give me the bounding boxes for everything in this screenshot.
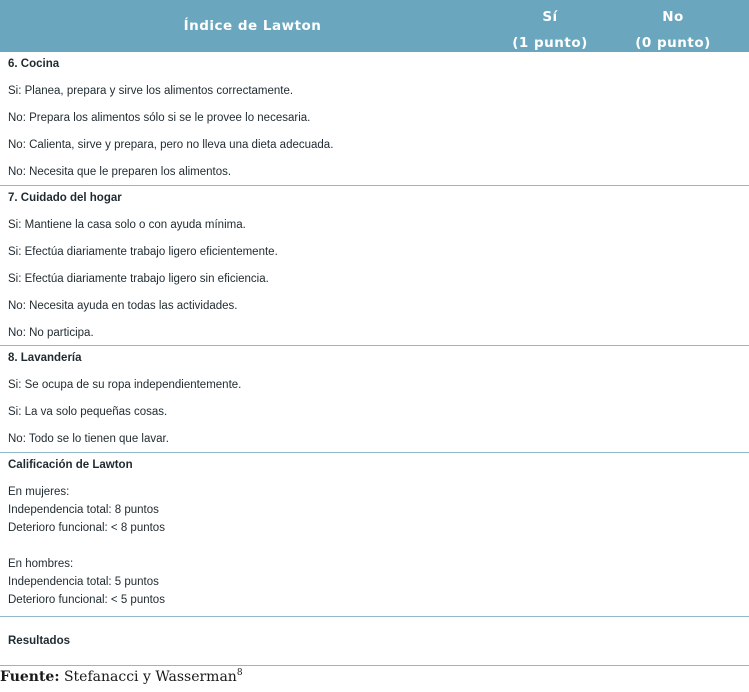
results-label: Resultados: [8, 635, 70, 647]
source-text: Stefanacci y Wasserman: [63, 669, 237, 685]
divider: [0, 185, 749, 186]
section-hogar-label: 7. Cuidado del hogar: [8, 192, 122, 204]
divider: [0, 452, 749, 453]
item-text: No: Necesita que le preparen los alimentos.: [8, 166, 232, 178]
item-text: No: Calienta, sirve y prepara, pero no lleva una dieta adecuada.: [8, 139, 334, 151]
item-text: Si: La va solo pequeñas cosas.: [8, 406, 168, 418]
item-text: Si: Mantiene la casa solo o con ayuda mínima.: [8, 219, 246, 231]
header-no-label: No: [662, 9, 684, 25]
divider: [0, 665, 749, 666]
score-text: Independencia total: 5 puntos: [8, 576, 159, 588]
header-si-column: [502, 4, 598, 56]
header-si-label: Sí: [542, 9, 558, 25]
table-header: [0, 0, 749, 52]
header-no-points: (0 punto): [635, 35, 711, 51]
source-citation: [0, 668, 243, 685]
score-text: En hombres:: [8, 558, 74, 570]
divider: [0, 616, 749, 617]
score-text: Deterioro funcional: < 8 puntos: [8, 522, 165, 534]
item-text: No: Necesita ayuda en todas las actividades.: [8, 300, 238, 312]
score-text: En mujeres:: [8, 486, 70, 498]
source-label: Fuente:: [0, 669, 60, 685]
header-no-column: [624, 4, 722, 56]
score-text: Independencia total: 8 puntos: [8, 504, 159, 516]
header-title: Índice de Lawton: [183, 18, 322, 34]
item-text: Si: Efectúa diariamente trabajo ligero eficientemente.: [8, 246, 278, 258]
divider: [0, 345, 749, 346]
item-text: No: Todo se lo tienen que lavar.: [8, 433, 169, 445]
item-text: No: Prepara los alimentos sólo si se le provee lo necesaria.: [8, 112, 311, 124]
calificacion-label: Calificación de Lawton: [8, 459, 133, 471]
header-si-points: (1 punto): [512, 35, 588, 51]
item-text: No: No participa.: [8, 327, 94, 339]
section-cocina-label: 6. Cocina: [8, 58, 60, 70]
item-text: Si: Planea, prepara y sirve los alimentos correctamente.: [8, 85, 294, 97]
source-reference: 8: [236, 668, 243, 678]
item-text: Si: Se ocupa de su ropa independientemente.: [8, 379, 242, 391]
section-lavanderia-label: 8. Lavandería: [8, 352, 82, 364]
score-text: Deterioro funcional: < 5 puntos: [8, 594, 165, 606]
item-text: Si: Efectúa diariamente trabajo ligero sin eficiencia.: [8, 273, 269, 285]
